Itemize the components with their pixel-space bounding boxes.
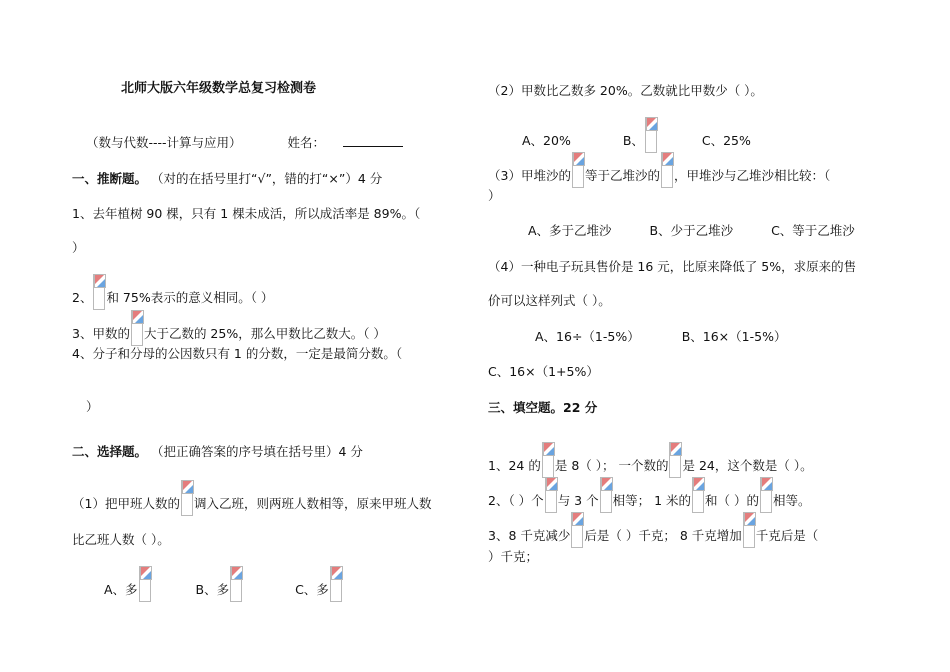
fraction-image <box>139 566 151 602</box>
option-a: A、16÷（1-5%） <box>535 329 640 344</box>
fraction-image <box>572 152 584 188</box>
choice-2: （2）甲数比乙数多 20%。乙数就比甲数少（ ）。 <box>488 83 763 98</box>
option-a: A、20% <box>522 133 571 148</box>
fill-1-middle: 是 8（ ）； 一个数的 <box>554 458 669 473</box>
option-a: A、多 <box>104 582 138 597</box>
fill-3-text: 千克后是（ <box>755 528 819 543</box>
fill-2-part4: 和（ ）的 <box>705 493 759 508</box>
option-b: B、 <box>622 133 644 148</box>
fill-1-text: 是 24，这个数是（ ）。 <box>682 458 813 473</box>
fill-2-prefix: 2、（ ）个 <box>488 493 544 508</box>
option-c: C、等于乙堆沙 <box>771 223 855 238</box>
fraction-image <box>93 274 105 310</box>
page-title: 北师大版六年级数学总复习检测卷 <box>121 81 317 96</box>
fill-3-middle: 后是（ ）千克； 8 千克增加 <box>584 528 742 543</box>
name-label: 姓名： <box>287 135 326 150</box>
choice-4-options <box>535 328 786 346</box>
fill-2-end: 相等。 <box>772 493 811 508</box>
choice-4-option-c: C、16×（1+5%） <box>488 364 599 379</box>
choice-3-line1 <box>488 152 830 188</box>
fraction-image <box>571 512 583 548</box>
question-2-text: 和 75%表示的意义相同。（ ） <box>106 290 274 305</box>
option-b: B、16×（1-5%） <box>681 329 787 344</box>
option-c: C、25% <box>701 133 751 148</box>
choice-1-line1 <box>72 480 431 516</box>
section-1-header <box>72 170 382 188</box>
section-1-title: 一、推断题。 <box>72 171 148 186</box>
fill-3-line2: ）千克； <box>488 549 539 564</box>
choice-1-line2: 比乙班人数（ ）。 <box>72 532 170 547</box>
question-2-prefix: 2、 <box>72 290 93 305</box>
option-b: B、少于乙堆沙 <box>649 223 734 238</box>
question-1-line2: ） <box>72 240 85 255</box>
option-b: B、多 <box>195 582 230 597</box>
question-3 <box>72 310 386 346</box>
question-3-prefix: 3、甲数的 <box>72 326 130 341</box>
choice-1-prefix: （1）把甲班人数的 <box>72 496 180 511</box>
fraction-image <box>181 480 193 516</box>
fraction-image <box>545 477 557 513</box>
fraction-image <box>692 477 704 513</box>
fraction-image <box>542 442 554 478</box>
fraction-image <box>645 117 657 153</box>
question-2 <box>72 274 273 310</box>
subtitle: （数与代数----计算与应用） <box>86 135 242 150</box>
choice-3-middle: 等于乙堆沙的 <box>584 168 660 183</box>
fraction-image <box>131 310 143 346</box>
fraction-image <box>760 477 772 513</box>
fill-2-part3: 相等； 1 米的 <box>612 493 691 508</box>
question-4-line1: 4、分子和分母的公因数只有 1 的分数，一定是最简分数。（ <box>72 346 403 361</box>
fill-3-prefix: 3、8 千克减少 <box>488 528 571 543</box>
choice-4-line2: 价可以这样列式（ ）。 <box>488 293 611 308</box>
name-field[interactable] <box>343 134 403 147</box>
choice-1-text: 调入乙班，则两班人数相等，原来甲班人数 <box>193 496 432 511</box>
fraction-image <box>743 512 755 548</box>
section-3-title: 三、填空题。22 分 <box>488 400 598 415</box>
section-2-title: 二、选择题。 <box>72 444 148 459</box>
subtitle-row <box>86 134 403 152</box>
fill-3-line1 <box>488 512 818 548</box>
fill-1-prefix: 1、24 的 <box>488 458 541 473</box>
choice-3-text: ，甲堆沙与乙堆沙相比较：（ <box>673 168 831 183</box>
fraction-image <box>600 477 612 513</box>
section-2-desc: （把正确答案的序号填在括号里）4 分 <box>151 444 363 459</box>
fraction-image <box>669 442 681 478</box>
question-3-text: 大于乙数的 25%，那么甲数比乙数大。（ ） <box>143 326 386 341</box>
option-c: C、多 <box>295 582 329 597</box>
option-a: A、多于乙堆沙 <box>528 223 612 238</box>
fraction-image <box>661 152 673 188</box>
fraction-image <box>230 566 242 602</box>
fill-2-part2: 与 3 个 <box>557 493 599 508</box>
fraction-image <box>330 566 342 602</box>
choice-1-options <box>104 566 343 602</box>
fill-1 <box>488 442 813 478</box>
question-1-line1: 1、去年植树 90 棵，只有 1 棵未成活，所以成活率是 89%。（ <box>72 206 421 221</box>
choice-4-line1: （4）一种电子玩具售价是 16 元，比原来降低了 5%，求原来的售 <box>488 259 857 274</box>
choice-3-prefix: （3）甲堆沙的 <box>488 168 571 183</box>
fill-2 <box>488 477 811 513</box>
choice-3-options <box>528 222 855 240</box>
choice-3-line2: ） <box>488 188 501 203</box>
section-2-header <box>72 443 363 461</box>
question-4-line2: ） <box>86 399 99 414</box>
section-1-desc: （对的在括号里打“√”，错的打“×”）4 分 <box>151 171 383 186</box>
choice-2-options <box>522 117 751 153</box>
